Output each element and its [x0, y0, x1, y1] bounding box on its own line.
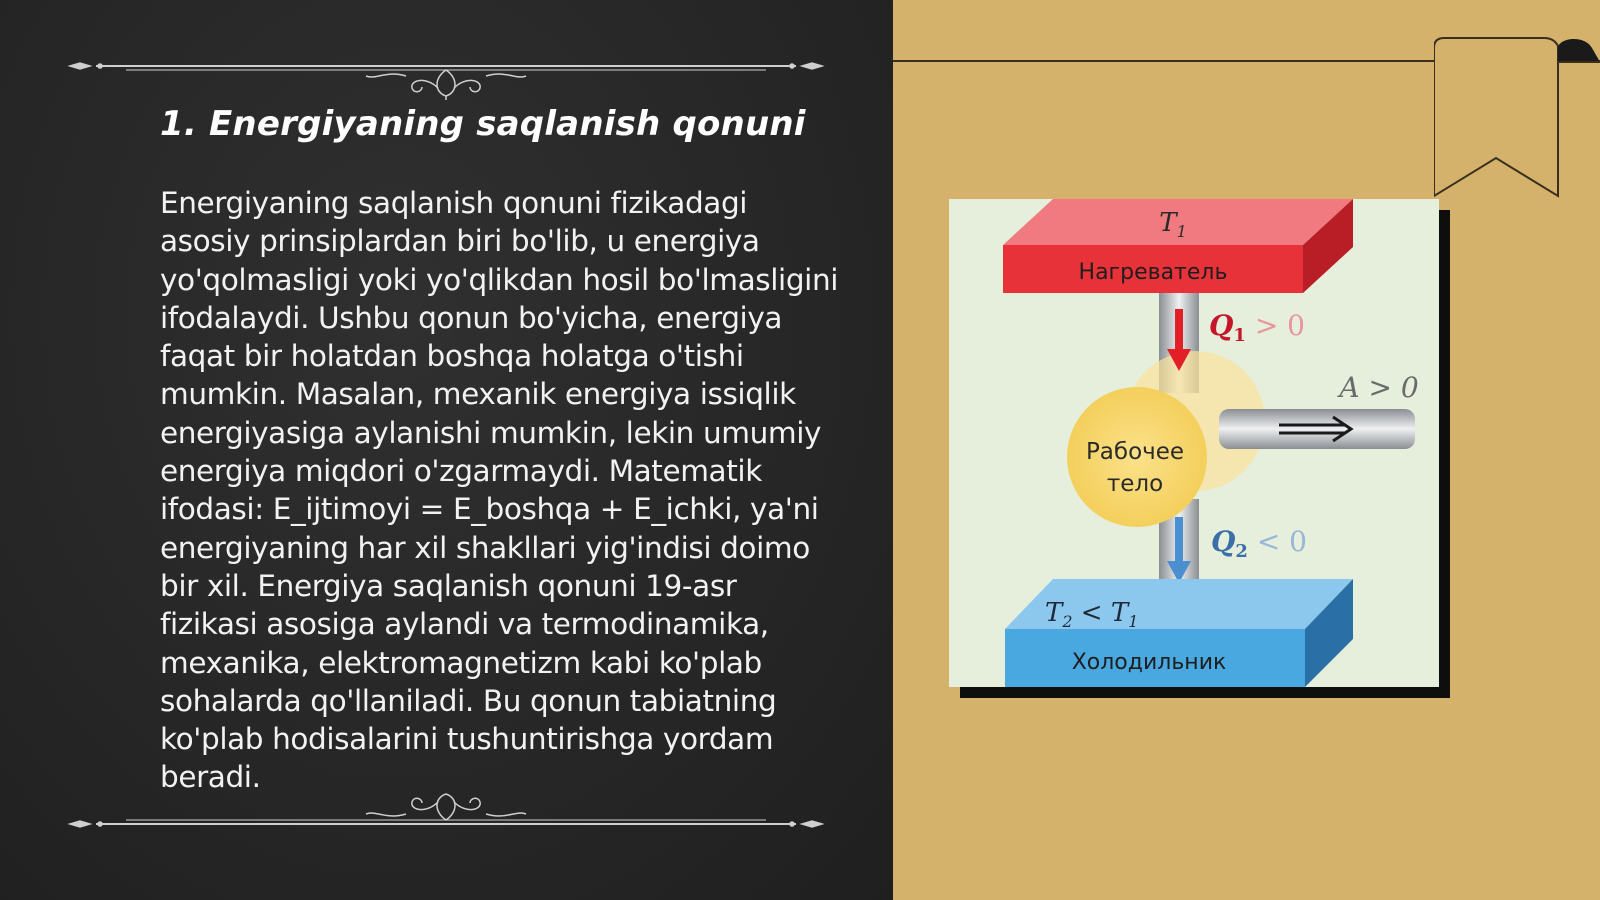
q1-label: $Q_1 > 0$	[1209, 309, 1305, 346]
heat-engine-diagram	[949, 199, 1450, 698]
heater-temp-label: $T_1$	[1159, 208, 1187, 241]
q2-label: $Q_2 < 0$	[1211, 525, 1307, 562]
cooler-label: Холодильник	[1071, 650, 1227, 675]
cooler-temp-label: $T_2 < T_1$	[1045, 598, 1139, 631]
work-pipe	[1219, 409, 1415, 449]
slide-paragraph: Energiyaning saqlanish qonuni fizikadagi asosiy prinsiplardan biri bo'lib, u energiya yo'qolmasligi yoki yo'qlikdan hosil bo'lmasligini ifodalaydi. Ushbu qonun bo'yicha, energiya faqat bir holatdan boshqa holatga o'tishi mumkin. Masalan, mexanik energiya issiqlik energiyasiga aylanishi mumkin, lekin umumiy energiya miqdori o'zgarmaydi. Matematik ifodasi: E_ijtimoyi = E_boshqa + E_ichki, ya'ni energiyaning har xil shakllari yig'indisi doimo bir xil. Energiya saqlanish qonuni 19-asr fizikasi asosiga aylandi va termodinamika, mexanika, elektromagnetizm kabi ko'plab sohalarda qo'llaniladi. Bu qonun tabiatning ko'plab hodisalarini tushuntirishga yordam beradi.	[160, 186, 839, 795]
top-ornament	[66, 40, 826, 100]
heater-label: Нагреватель	[1078, 260, 1228, 285]
working-body-label-2: тело	[1106, 471, 1164, 497]
slide-title: 1. Energiyaning saqlanish qonuni	[160, 104, 806, 144]
bookmark-ribbon-icon	[1434, 36, 1600, 201]
bottom-ornament	[66, 778, 826, 838]
work-label: A > 0	[1339, 371, 1419, 404]
working-body-label-1: Рабочее	[1085, 439, 1185, 465]
